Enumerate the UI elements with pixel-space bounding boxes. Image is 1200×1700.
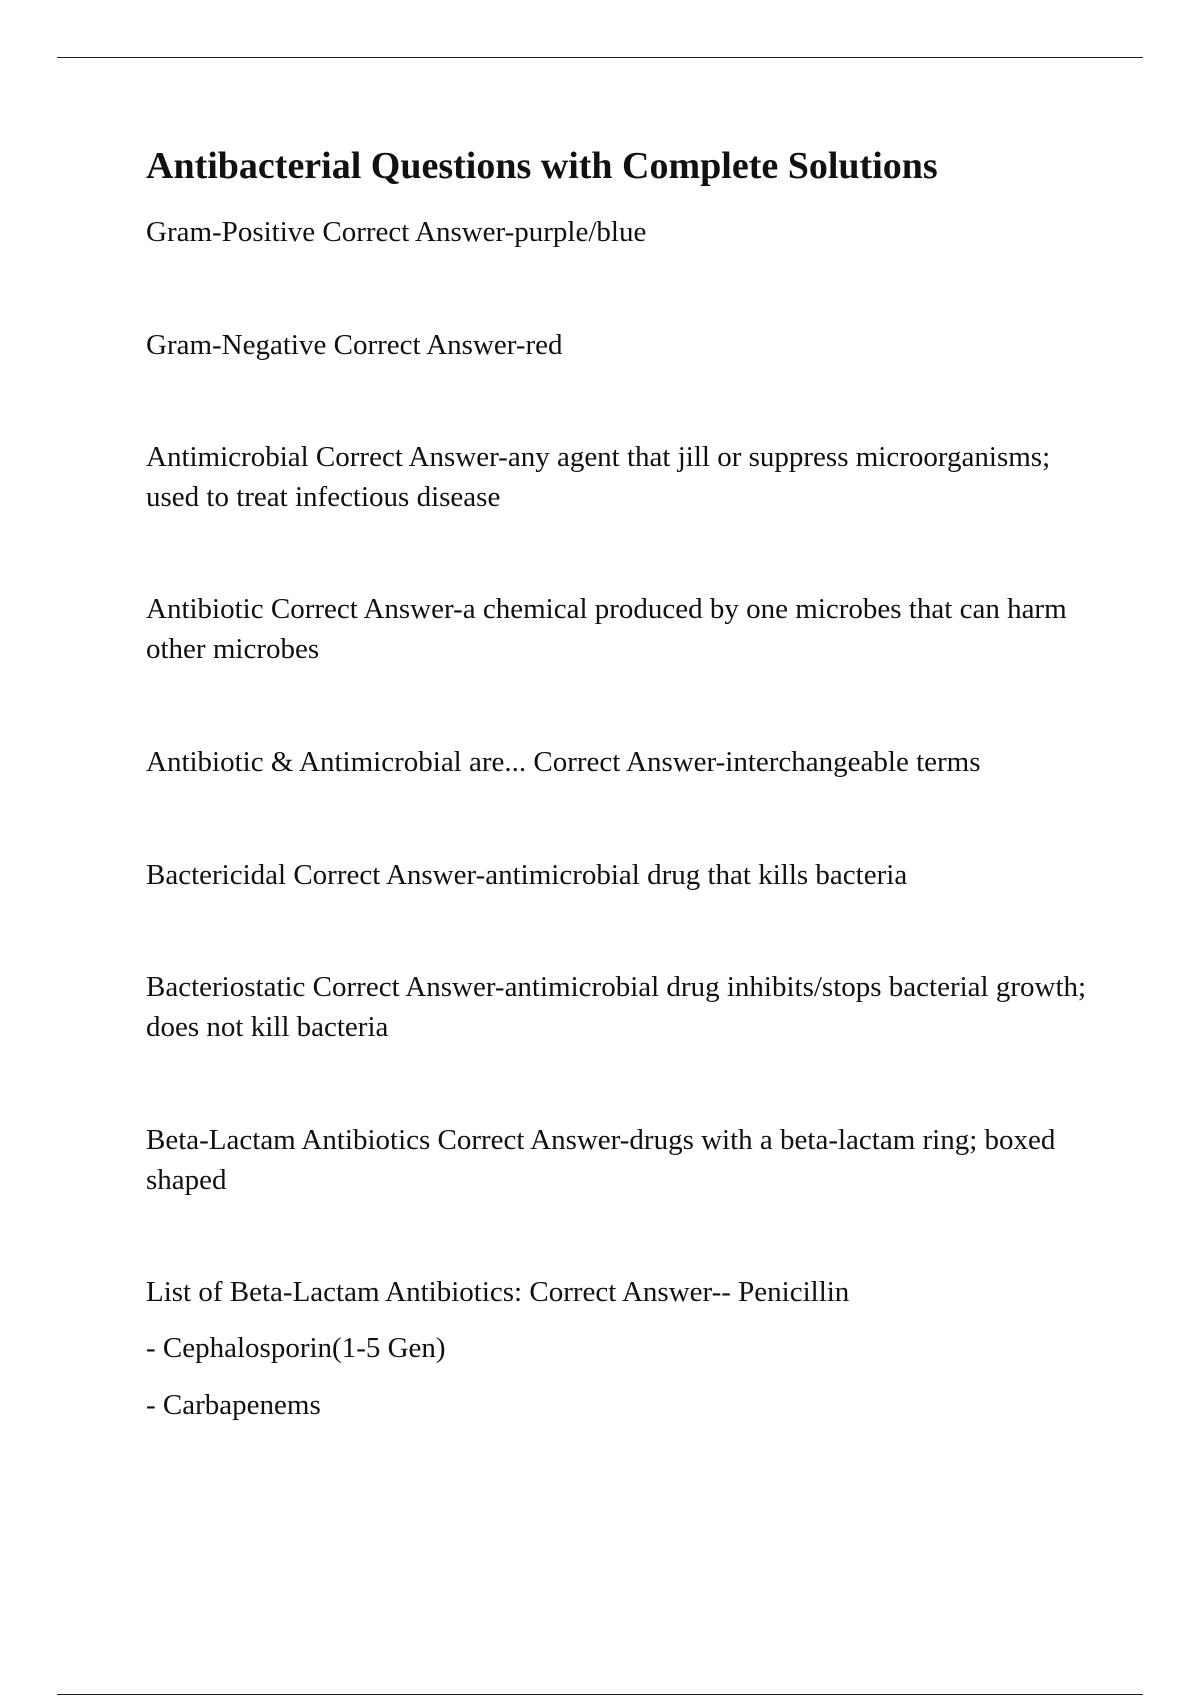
qa-entry-antibiotic: Antibiotic Correct Answer-a chemical produced by one microbes that can harm other microbes [146,593,1067,665]
qa-entry-gram-positive: Gram-Positive Correct Answer-purple/blue [146,216,647,248]
header-rule [57,57,1143,58]
qa-entry-beta-lactam: Beta-Lactam Antibiotics Correct Answer-drugs with a beta-lactam ring; boxed shaped [146,1124,1056,1196]
list-item: - Carbapenems [146,1389,321,1421]
qa-entry-bacteriostatic: Bacteriostatic Correct Answer-antimicrobial drug inhibits/stops bacterial growth; does not kill bacteria [146,971,1087,1043]
document-body [146,143,1096,189]
qa-entry-gram-negative: Gram-Negative Correct Answer-red [146,329,563,361]
qa-entry-beta-lactam-list: List of Beta-Lactam Antibiotics: Correct Answer-- Penicillin [146,1276,850,1308]
qa-entry-interchangeable: Antibiotic & Antimicrobial are... Correct Answer-interchangeable terms [146,746,981,778]
page-title: Antibacterial Questions with Complete Solutions [146,145,938,187]
qa-entry-bactericidal: Bactericidal Correct Answer-antimicrobial drug that kills bacteria [146,859,908,891]
footer-rule [57,1694,1143,1695]
list-item: - Cephalosporin(1-5 Gen) [146,1332,446,1364]
qa-entry-antimicrobial: Antimicrobial Correct Answer-any agent that jill or suppress microorganisms; used to treat infectious disease [146,441,1051,513]
